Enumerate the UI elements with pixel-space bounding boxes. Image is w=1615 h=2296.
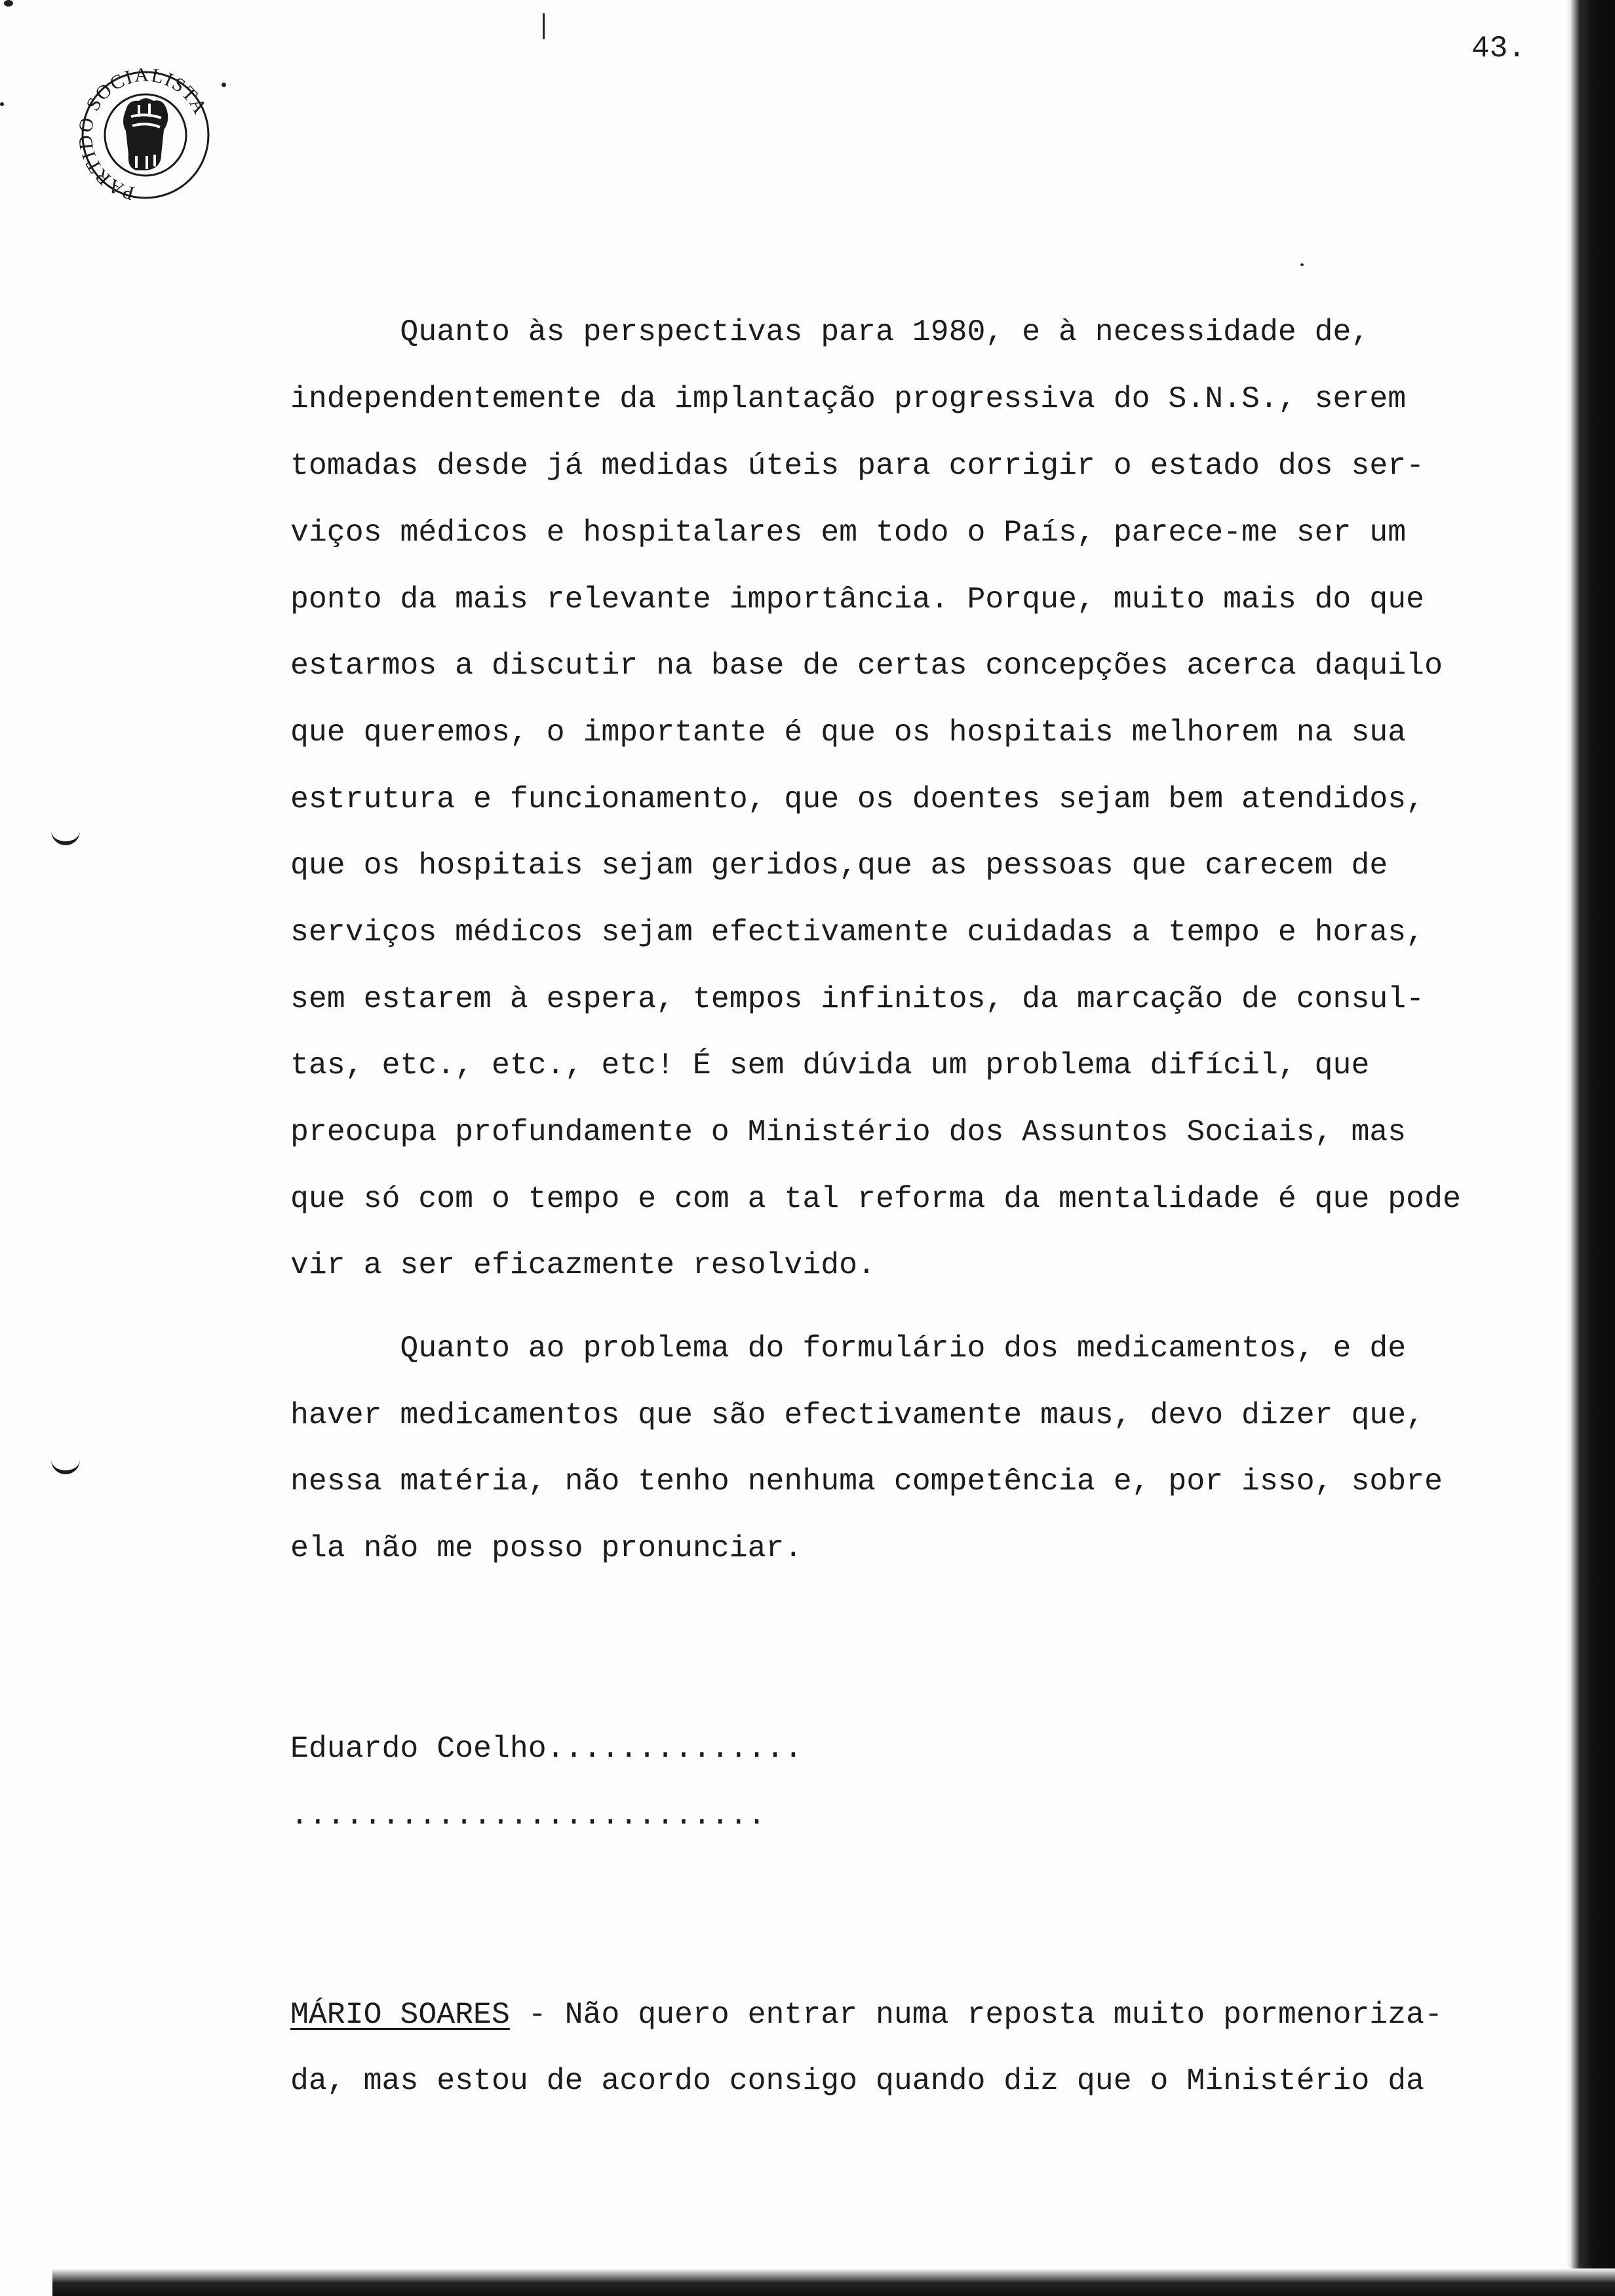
body-text-line: ponto da mais relevante importância. Porque, muito mais do que (290, 582, 1425, 617)
body-text-line: Quanto ao problema do formulário dos medicamentos, e de (290, 1331, 1407, 1366)
logo-text: PARTIDO SOCIALISTA (74, 64, 212, 204)
body-text-line: vir a ser eficazmente resolvido. (290, 1248, 876, 1282)
dotted-line: .......................... (290, 1798, 766, 1833)
scan-speck (222, 83, 226, 87)
body-text-line: independentemente da implantação progressiva do S.N.S., serem (290, 381, 1407, 416)
body-text-line: estrutura e funcionamento, que os doentes sejam bem atendidos, (290, 782, 1425, 816)
body-text-line: que queremos, o importante é que os hospitais melhorem na sua (290, 715, 1407, 750)
body-text-line: nessa matéria, não tenho nenhuma competência e, por isso, sobre (290, 1464, 1443, 1499)
body-text-line: serviços médicos sejam efectivamente cuidadas a tempo e horas, (290, 915, 1425, 949)
body-text-line: haver medicamentos que são efectivamente maus, devo dizer que, (290, 1398, 1425, 1432)
scan-edge-right (1566, 0, 1615, 2296)
body-text-line: sem estarem à espera, tempos infinitos, da marcação de consul- (290, 982, 1425, 1016)
scan-mark (543, 13, 545, 39)
body-text-line: ela não me posso pronunciar. (290, 1531, 803, 1565)
speech-text: - Não quero entrar numa reposta muito pormenoriza- (509, 1997, 1443, 2032)
scan-speck (4, 0, 13, 7)
scan-speck (1300, 263, 1304, 266)
body-text-line: preocupa profundamente o Ministério dos Assuntos Sociais, mas (290, 1115, 1407, 1149)
body-text-line: viços médicos e hospitalares em todo o País, parece-me ser um (290, 515, 1407, 550)
body-text-line: tas, etc., etc., etc! É sem dúvida um problema difícil, que (290, 1048, 1370, 1082)
interlocutor-name-line: Eduardo Coelho.............. (290, 1731, 803, 1766)
scan-edge-bottom (52, 2268, 1615, 2296)
body-text-line: tomadas desde já medidas úteis para corrigir o estado dos ser- (290, 448, 1425, 483)
speaker-name: MÁRIO SOARES (290, 1997, 510, 2032)
punch-hole-mark (51, 1456, 80, 1474)
scan-speck (0, 102, 4, 106)
body-text-line: que só com o tempo e com a tal reforma da mentalidade é que pode (290, 1181, 1461, 1216)
body-text-line: Quanto às perspectivas para 1980, e à necessidade de, (290, 315, 1370, 349)
punch-hole-mark (51, 827, 80, 845)
party-logo-icon (73, 58, 218, 208)
speech-line: da, mas estou de acordo consigo quando diz que o Ministério da (290, 2063, 1425, 2098)
page-number: 43. (1471, 31, 1526, 66)
body-text-line: que os hospitais sejam geridos,que as pessoas que carecem de (290, 848, 1388, 883)
speech-first-line (290, 1997, 1443, 2032)
body-text-line: estarmos a discutir na base de certas concepções acerca daquilo (290, 648, 1443, 683)
